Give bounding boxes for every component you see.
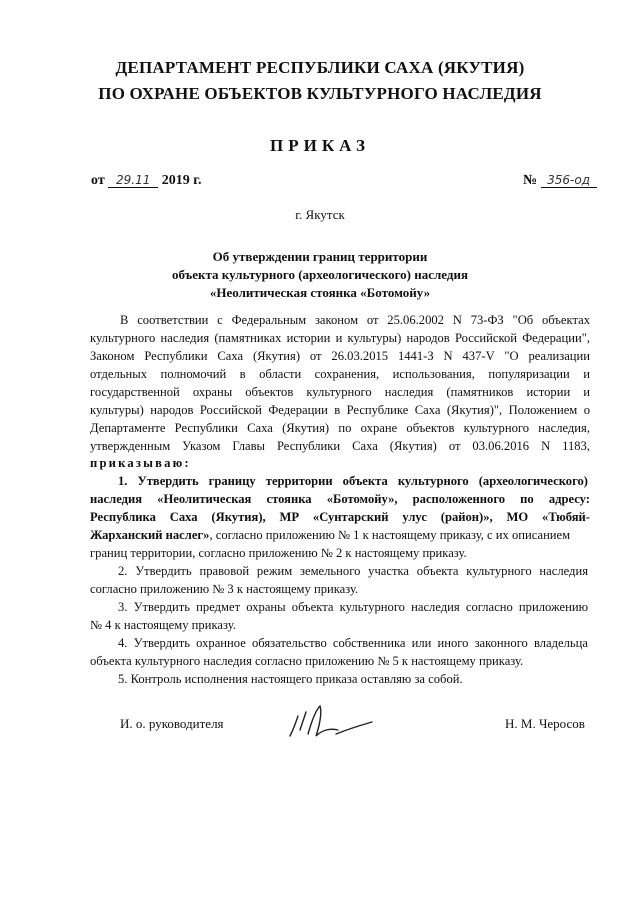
department-name-line2: ПО ОХРАНЕ ОБЪЕКТОВ КУЛЬТУРНОГО НАСЛЕДИЯ	[98, 84, 542, 103]
item1-line4-rest: , согласно приложению № 1 к настоящему приказу, с их описанием	[209, 528, 571, 542]
item1-line4	[90, 528, 590, 543]
item2-line1: 2. Утвердить правовой режим земельного участка объекта культурного наследия	[118, 564, 588, 578]
date-year: 2019 г.	[161, 173, 202, 188]
item1-line2: наследия «Неолитическая стоянка «Ботомойу», расположенного по адресу:	[90, 492, 590, 506]
handwritten-number: 356-од	[541, 173, 597, 188]
item2-line2: согласно приложению № 3 к настоящему приказу.	[90, 582, 359, 596]
order-date	[91, 173, 201, 189]
signatory-name: Н. М. Черосов	[505, 716, 585, 731]
item3-line2: № 4 к настоящему приказу.	[90, 618, 236, 632]
preamble-line-1: В соответствии с Федеральным законом от 25.06.2002 N 73-ФЗ "Об объектах	[120, 313, 590, 327]
item1-line3: Республика Саха (Якутия), МР «Сунтарский улус (район)», МО «Тюбяй-	[90, 510, 590, 524]
preamble-line-3: Законом Республики Саха (Якутия) от 26.03.2015 1441-З N 437-V "О реализации	[90, 349, 590, 363]
preamble-line-8: утвержденным Указом Главы Республики Саха (Якутия) от 03.06.2016 N 1183,	[90, 439, 590, 453]
preamble-line-2: культурного наследия (памятниках истории и культуры) народов Российской Федерации",	[90, 331, 590, 345]
item1-line5: границ территории, согласно приложению № 2 к настоящему приказу.	[90, 546, 467, 560]
handwritten-signature	[286, 700, 376, 745]
city: г. Якутск	[295, 207, 345, 222]
item1-line1: 1. Утвердить границу территории объекта культурного (археологического)	[118, 474, 588, 488]
date-prefix: от	[91, 173, 105, 188]
item1-line4-bold: Жарханский наслег»	[90, 528, 210, 542]
item3-line1: 3. Утвердить предмет охраны объекта культурного наследия согласно приложению	[118, 600, 588, 614]
subject-line3: «Неолитическая стоянка «Ботомойу»	[209, 285, 431, 300]
order-title: ПРИКАЗ	[270, 136, 370, 155]
item4-line1: 4. Утвердить охранное обязательство собственника или иного законного владельца	[118, 636, 588, 650]
item4-line2: объекта культурного наследия согласно приложению № 5 к настоящему приказу.	[90, 654, 524, 668]
preamble-line-4: отдельных полномочий в области сохранения, использования, популяризации и	[90, 367, 590, 381]
preamble-line-7: Департаменте Республики Саха (Якутия) по охране объектов культурного наследия,	[90, 421, 590, 435]
item5-line: 5. Контроль исполнения настоящего приказа оставляю за собой.	[118, 672, 463, 686]
signatory-position: И. о. руководителя	[120, 716, 224, 731]
order-word: приказываю:	[90, 456, 191, 470]
department-name-line1: ДЕПАРТАМЕНТ РЕСПУБЛИКИ САХА (ЯКУТИЯ)	[115, 58, 525, 77]
order-number	[523, 173, 597, 189]
preamble-line-5: государственной охраны объектов культурного наследия (памятников истории и	[90, 385, 590, 399]
subject-line2: объекта культурного (археологического) наследия	[171, 267, 468, 282]
subject-line1: Об утверждении границ территории	[212, 249, 428, 264]
preamble-line-6: культуры) народов Российской Федерации в Республике Саха (Якутия)", Положением о	[90, 403, 590, 417]
handwritten-date: 29.11	[108, 173, 158, 188]
number-prefix: №	[523, 173, 538, 188]
